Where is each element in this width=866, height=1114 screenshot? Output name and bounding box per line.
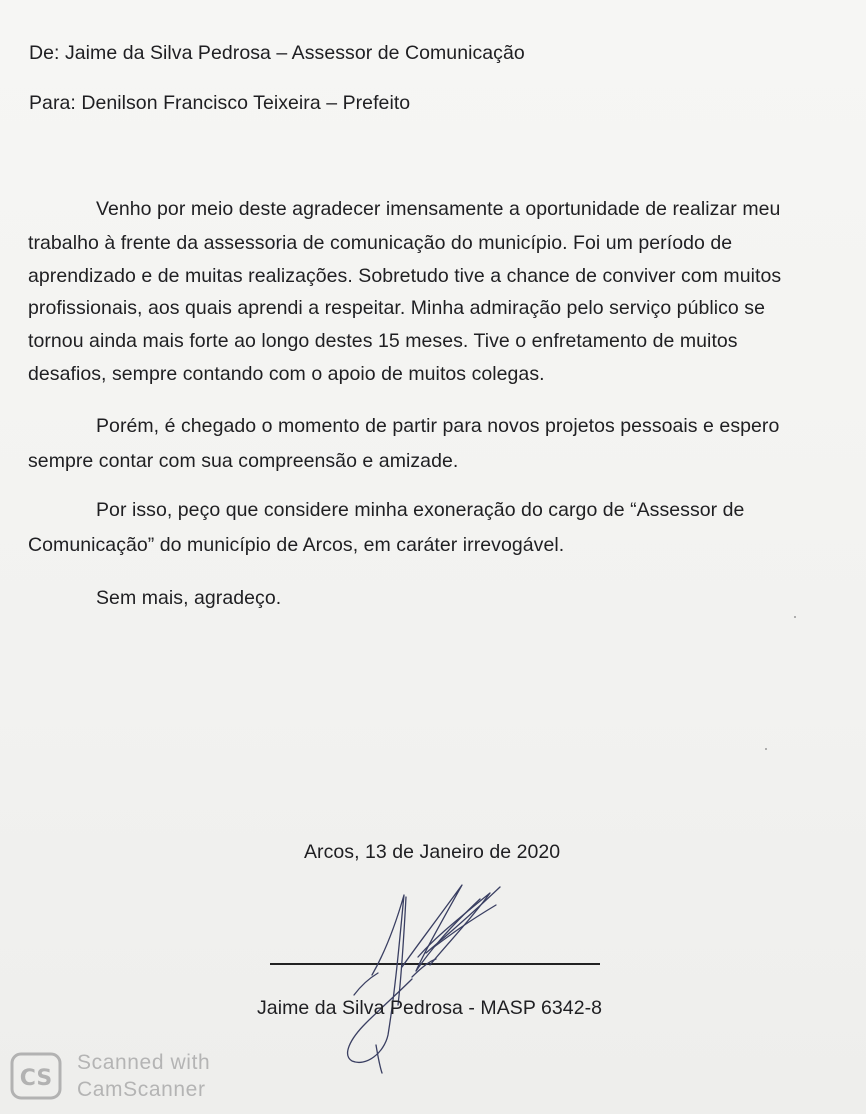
camscanner-logo-text: CS xyxy=(19,1066,53,1091)
paragraph-3-line: Comunicação” do município de Arcos, em caráter irrevogável. xyxy=(28,534,565,556)
paragraph-1-line: aprendizado e de muitas realizações. Sobretudo tive a chance de conviver com muitos xyxy=(28,265,782,287)
handwritten-signature xyxy=(320,875,520,1075)
paragraph-1-line: tornou ainda mais forte ao longo destes 15 meses. Tive o enfretamento de muitos xyxy=(28,330,738,352)
camscanner-logo-icon xyxy=(10,1052,62,1100)
paragraph-1-line: profissionais, aos quais aprendi a respeitar. Minha admiração pelo serviço público se xyxy=(28,297,765,319)
paragraph-2-line: Porém, é chegado o momento de partir para novos projetos pessoais e espero xyxy=(96,415,780,437)
closing-line: Sem mais, agradeço. xyxy=(96,587,282,609)
date-line: Arcos, 13 de Janeiro de 2020 xyxy=(304,841,561,863)
watermark-line-2: CamScanner xyxy=(77,1078,206,1101)
from-line: De: Jaime da Silva Pedrosa – Assessor de Comunicação xyxy=(29,42,525,64)
paragraph-2-line: sempre contar com sua compreensão e amizade. xyxy=(28,450,459,472)
to-line: Para: Denilson Francisco Teixeira – Prefeito xyxy=(29,92,411,114)
speck xyxy=(765,748,767,750)
paragraph-3-line: Por isso, peço que considere minha exoneração do cargo de “Assessor de xyxy=(96,499,745,521)
paragraph-1-line: Venho por meio deste agradecer imensamente a oportunidade de realizar meu xyxy=(96,198,781,220)
speck xyxy=(794,616,796,618)
watermark-line-1: Scanned with xyxy=(77,1051,211,1074)
signer-line: Jaime da Silva Pedrosa - MASP 6342-8 xyxy=(257,997,603,1019)
paragraph-1-line: trabalho à frente da assessoria de comunicação do município. Foi um período de xyxy=(28,232,733,254)
paragraph-1-line: desafios, sempre contando com o apoio de muitos colegas. xyxy=(28,363,545,385)
